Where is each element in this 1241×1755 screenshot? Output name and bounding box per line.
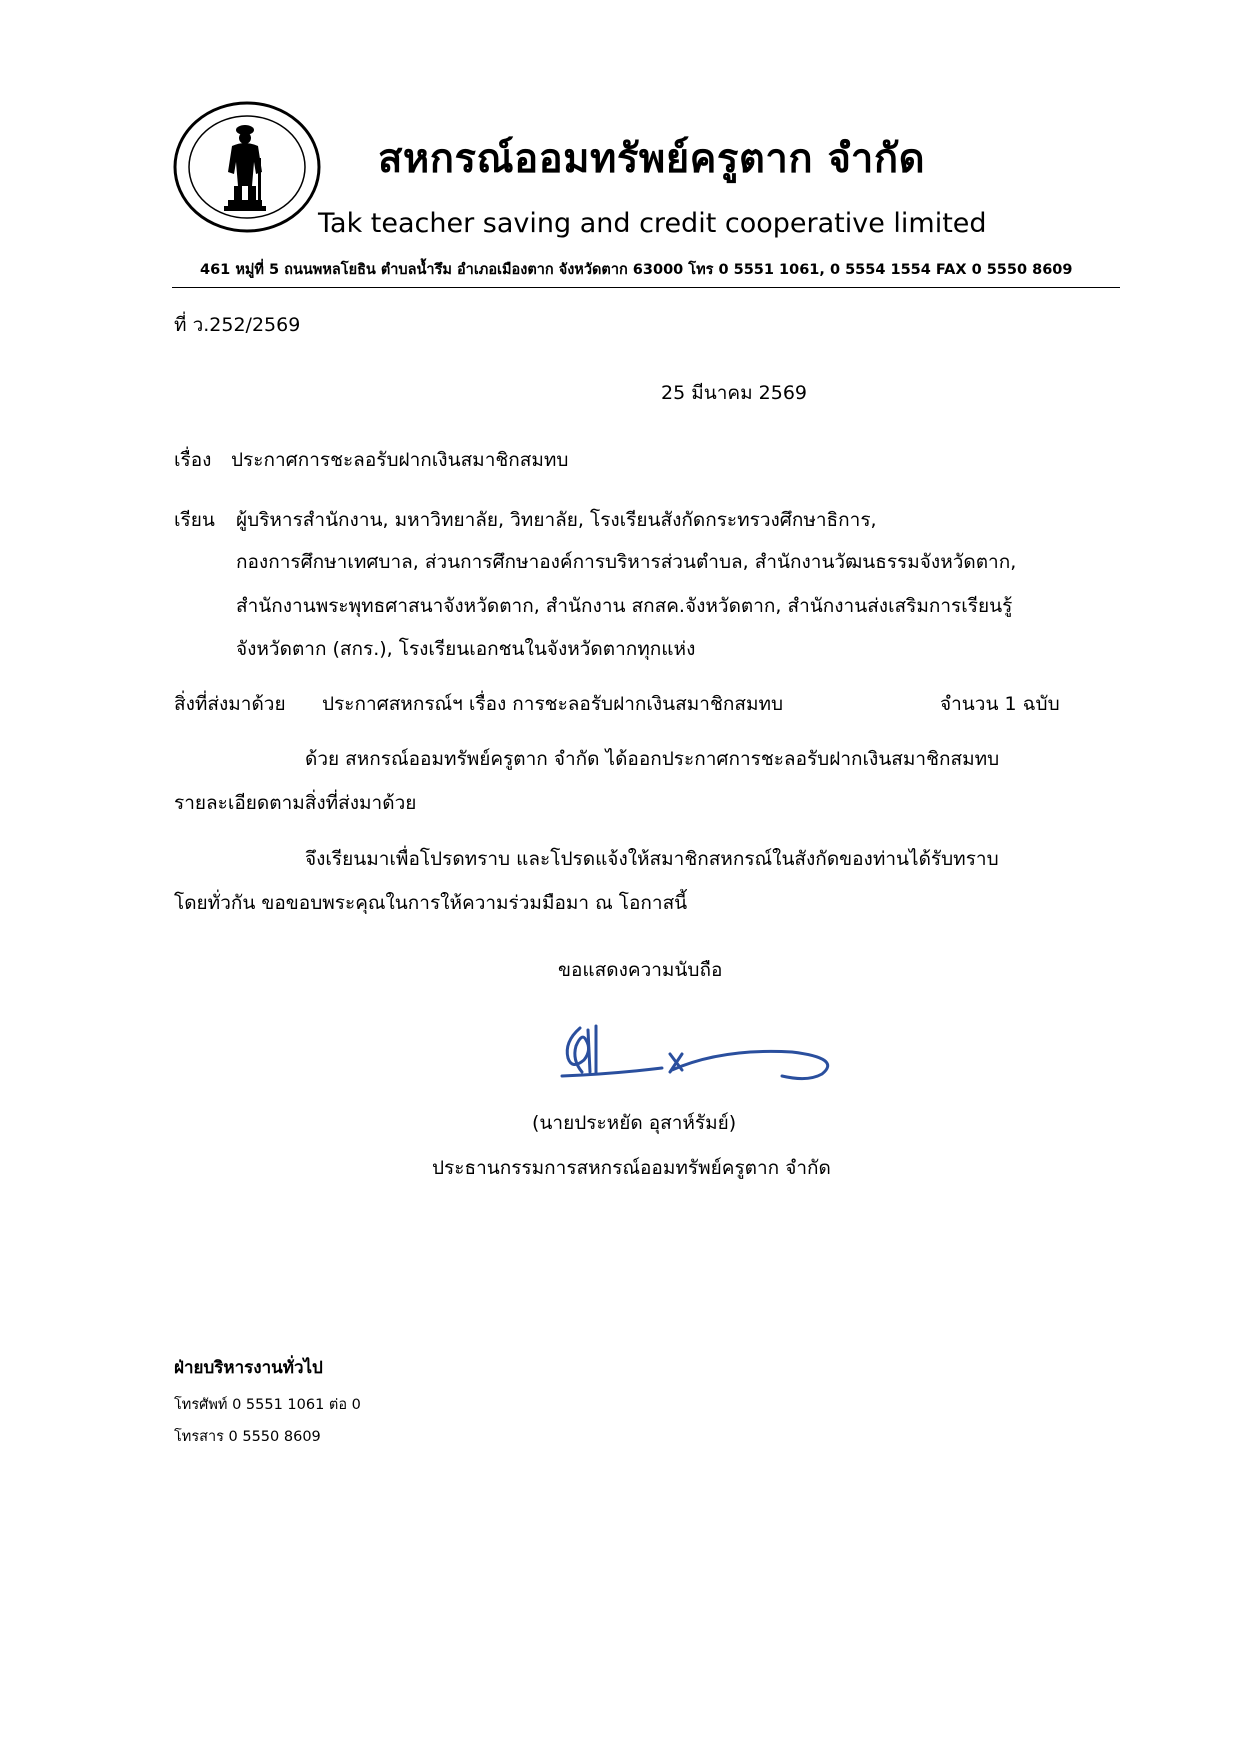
paragraph-1-line: รายละเอียดตามสิ่งที่ส่งมาด้วย <box>174 792 417 814</box>
recipient-line: สำนักงานพระพุทธศาสนาจังหวัดตาก, สำนักงาน สกสค.จังหวัดตาก, สำนักงานส่งเสริมการเรียนรู้ <box>236 595 1013 617</box>
enclosure-label: สิ่งที่ส่งมาด้วย <box>174 693 286 715</box>
handwritten-signature <box>552 1020 852 1088</box>
recipient-line: ผู้บริหารสำนักงาน, มหาวิทยาลัย, วิทยาลัย, โรงเรียนสังกัดกระทรวงศึกษาธิการ, <box>236 509 877 531</box>
organization-name-english: Tak teacher saving and credit cooperative limited <box>318 208 987 239</box>
paragraph-2-line: โดยทั่วกัน ขอขอบพระคุณในการให้ความร่วมมือมา ณ โอกาสนี้ <box>174 892 688 914</box>
recipient-line: จังหวัดตาก (สกร.), โรงเรียนเอกชนในจังหวัดตากทุกแห่ง <box>236 638 696 660</box>
organization-name-thai: สหกรณ์ออมทรัพย์ครูตาก จำกัด <box>378 136 926 182</box>
signer-name: (นายประหยัด อุสาห์รัมย์) <box>532 1112 737 1134</box>
cooperative-seal-logo <box>172 100 322 234</box>
subject-text: ประกาศการชะลอรับฝากเงินสมาชิกสมทบ <box>231 449 569 471</box>
department-fax: โทรสาร 0 5550 8609 <box>174 1429 321 1445</box>
organization-address: 461 หมู่ที่ 5 ถนนพหลโยธิน ตำบลน้ำรึม อำเภอเมืองตาก จังหวัดตาก 63000 โทร 0 5551 1061, 0 5554 1554 FAX 0 5550 8609 <box>200 262 1073 278</box>
recipient-label: เรียน <box>174 509 215 531</box>
signer-position: ประธานกรรมการสหกรณ์ออมทรัพย์ครูตาก จำกัด <box>432 1157 831 1179</box>
enclosure-text: ประกาศสหกรณ์ฯ เรื่อง การชะลอรับฝากเงินสมาชิกสมทบ <box>322 693 784 715</box>
department-phone: โทรศัพท์ 0 5551 1061 ต่อ 0 <box>174 1397 361 1413</box>
closing-phrase: ขอแสดงความนับถือ <box>558 959 723 981</box>
reference-number: ที่ ว.252/2569 <box>174 314 301 336</box>
recipient-line: กองการศึกษาเทศบาล, ส่วนการศึกษาองค์การบริหารส่วนตำบล, สำนักงานวัฒนธรรมจังหวัดตาก, <box>236 551 1017 573</box>
header-divider <box>172 287 1120 288</box>
enclosure-quantity: จำนวน 1 ฉบับ <box>940 693 1060 715</box>
department-name: ฝ่ายบริหารงานทั่วไป <box>174 1358 323 1378</box>
paragraph-2-line: จึงเรียนมาเพื่อโปรดทราบ และโปรดแจ้งให้สมาชิกสหกรณ์ในสังกัดของท่านได้รับทราบ <box>305 848 999 870</box>
paragraph-1-line: ด้วย สหกรณ์ออมทรัพย์ครูตาก จำกัด ได้ออกประกาศการชะลอรับฝากเงินสมาชิกสมทบ <box>305 748 1000 770</box>
subject-label: เรื่อง <box>174 449 212 471</box>
letter-date: 25 มีนาคม 2569 <box>661 382 808 404</box>
